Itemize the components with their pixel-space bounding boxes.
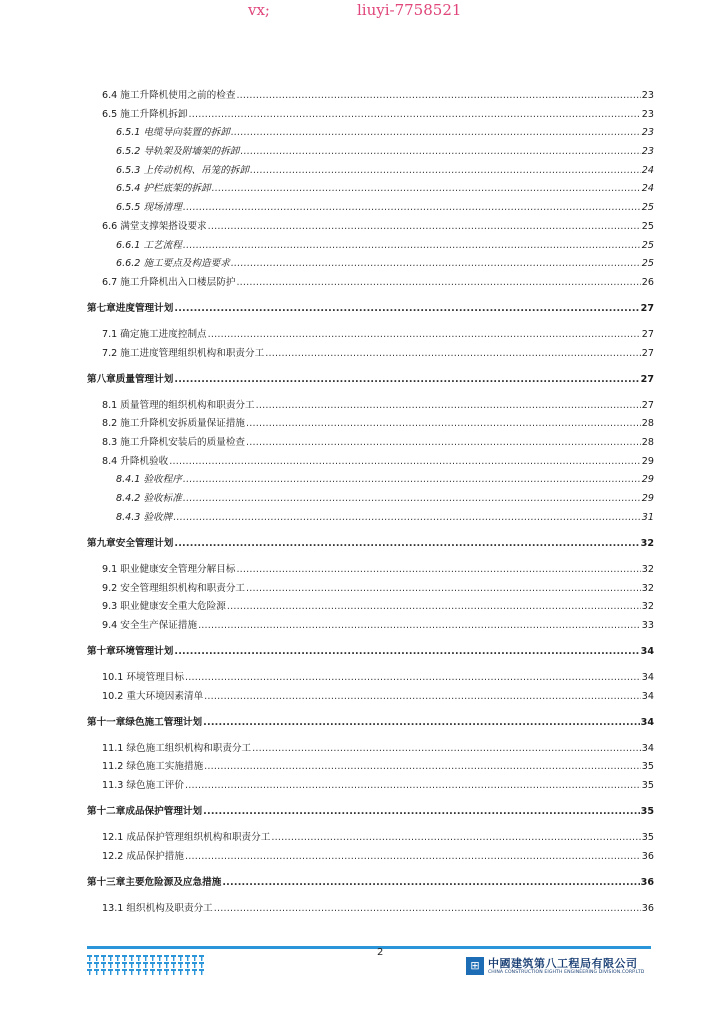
toc-page-number: 29 (641, 493, 654, 504)
toc-entry-title: 第十一章绿色施工管理计划 (87, 717, 203, 728)
toc-entry[interactable] (102, 582, 654, 596)
toc-dot-leader (231, 126, 641, 140)
toc-page-number: 28 (641, 418, 654, 429)
toc-page-number: 34 (641, 691, 654, 702)
toc-entry[interactable] (102, 399, 654, 413)
toc-dot-leader (240, 145, 640, 159)
toc-chapter-entry[interactable] (87, 805, 654, 819)
toc-dot-leader (246, 417, 641, 431)
toc-entry[interactable] (102, 760, 654, 774)
toc-page-number: 29 (641, 456, 654, 467)
toc-entry[interactable] (102, 347, 654, 361)
toc-dot-leader (246, 582, 641, 596)
toc-entry-title: 6.5.1 电缆导向装置的拆卸 (116, 127, 230, 138)
toc-page-number: 23 (641, 127, 654, 138)
toc-page-number: 23 (641, 109, 654, 120)
toc-entry[interactable] (102, 831, 654, 845)
toc-entry[interactable] (102, 779, 654, 793)
toc-dot-leader (204, 690, 641, 704)
toc-page-number: 29 (641, 474, 654, 485)
toc-chapter-entry[interactable] (87, 373, 654, 387)
toc-entry[interactable] (116, 145, 654, 159)
toc-entry[interactable] (116, 201, 654, 215)
toc-chapter-entry[interactable] (87, 876, 654, 890)
toc-page-number: 25 (641, 240, 654, 251)
toc-page-number: 34 (641, 743, 654, 754)
company-name-cn: 中國建筑第八工程局有限公司 (488, 957, 638, 970)
toc-entry-title: 第九章安全管理计划 (87, 538, 174, 549)
toc-dot-leader (203, 805, 640, 819)
toc-dot-leader (236, 563, 640, 577)
toc-dot-leader (198, 619, 641, 633)
toc-entry-title: 9.2 安全管理组织机构和职责分工 (102, 583, 246, 594)
toc-entry-title: 13.1 组织机构及职责分工 (102, 903, 213, 914)
toc-entry[interactable] (102, 328, 654, 342)
toc-entry-title: 6.7 施工升降机出入口楼层防护 (102, 277, 236, 288)
toc-dot-leader (174, 302, 639, 316)
toc-dot-leader (183, 492, 641, 506)
toc-page-number: 35 (640, 806, 654, 817)
toc-entry-title: 10.1 环境管理目标 (102, 672, 184, 683)
toc-entry-title: 8.4.3 验收牌 (116, 512, 173, 523)
toc-entry-title: 9.3 职业健康安全重大危险源 (102, 601, 226, 612)
toc-entry-title: 第八章质量管理计划 (87, 374, 174, 385)
toc-dot-leader (222, 876, 639, 890)
toc-dot-leader (174, 645, 639, 659)
toc-entry-title: 8.4.1 验收程序 (116, 474, 182, 485)
toc-dot-leader (183, 201, 641, 215)
toc-dot-leader (252, 742, 641, 756)
toc-entry[interactable] (102, 619, 654, 633)
toc-entry[interactable] (102, 436, 654, 450)
toc-entry-title: 6.5.2 导轨架及附墙架的拆卸 (116, 146, 240, 157)
toc-dot-leader (174, 537, 639, 551)
toc-page-number: 32 (641, 601, 654, 612)
toc-entry[interactable] (116, 239, 654, 253)
watermark-left-text: vx; (248, 1, 270, 19)
toc-entry-title: 8.1 质量管理的组织机构和职责分工 (102, 400, 255, 411)
toc-entry[interactable] (102, 220, 654, 234)
toc-entry-title: 6.5.4 护栏底架的拆卸 (116, 183, 211, 194)
footer-decorative-pattern (87, 955, 205, 977)
toc-entry-title: 10.2 重大环境因素清单 (102, 691, 204, 702)
toc-entry[interactable] (102, 89, 654, 103)
toc-page-number: 25 (641, 202, 654, 213)
toc-entry-title: 8.2 施工升降机安拆质量保证措施 (102, 418, 246, 429)
toc-dot-leader (250, 164, 641, 178)
toc-entry-title: 6.6 满堂支撑架搭设要求 (102, 221, 207, 232)
toc-dot-leader (174, 373, 639, 387)
toc-dot-leader (208, 328, 641, 342)
toc-dot-leader (271, 831, 640, 845)
toc-dot-leader (214, 902, 641, 916)
toc-entry[interactable] (102, 276, 654, 290)
toc-page-number: 27 (641, 400, 654, 411)
toc-entry-title: 11.1 绿色施工组织机构和职责分工 (102, 743, 252, 754)
toc-page-number: 26 (641, 277, 654, 288)
toc-page-number: 23 (641, 90, 654, 101)
toc-entry-title: 6.5 施工升降机拆卸 (102, 109, 188, 120)
toc-dot-leader (185, 779, 641, 793)
page-number: 2 (377, 947, 384, 958)
toc-entry-title: 第七章进度管理计划 (87, 303, 174, 314)
toc-chapter-entry[interactable] (87, 645, 654, 659)
toc-entry-title: 12.1 成品保护管理组织机构和职责分工 (102, 832, 271, 843)
toc-page-number: 34 (640, 717, 654, 728)
toc-dot-leader (185, 850, 641, 864)
toc-page-number: 32 (641, 583, 654, 594)
toc-entry-title: 8.4 升降机验收 (102, 456, 169, 467)
toc-entry-title: 7.2 施工进度管理组织机构和职责分工 (102, 348, 265, 359)
toc-dot-leader (246, 436, 641, 450)
toc-dot-leader (183, 473, 641, 487)
toc-page-number: 31 (641, 512, 654, 523)
toc-page-number: 36 (641, 903, 654, 914)
toc-entry[interactable] (116, 182, 654, 196)
toc-page-number: 25 (641, 258, 654, 269)
toc-entry[interactable] (116, 492, 654, 506)
watermark (0, 0, 724, 22)
toc-entry-title: 12.2 成品保护措施 (102, 851, 184, 862)
toc-page-number: 35 (641, 761, 654, 772)
toc-page-number: 32 (640, 538, 654, 549)
toc-dot-leader (173, 511, 641, 525)
toc-entry-title: 8.4.2 验收标准 (116, 493, 182, 504)
toc-page-number: 34 (641, 672, 654, 683)
toc-page-number: 35 (641, 780, 654, 791)
toc-page-number: 35 (641, 832, 654, 843)
toc-entry-title: 8.3 施工升降机安装后的质量检查 (102, 437, 246, 448)
toc-entry[interactable] (102, 417, 654, 431)
toc-page-number: 24 (641, 165, 654, 176)
toc-dot-leader (204, 760, 641, 774)
toc-entry-title: 7.1 确定施工进度控制点 (102, 329, 207, 340)
company-name-en: CHINA CONSTRUCTION EIGHTH ENGINEERING DIVISION.CORP.LTD (488, 970, 645, 975)
toc-entry[interactable] (116, 257, 654, 271)
footer-divider (87, 946, 651, 949)
toc-page-number: 36 (640, 877, 654, 888)
toc-dot-leader (236, 89, 640, 103)
toc-entry[interactable] (102, 600, 654, 614)
toc-entry[interactable] (102, 455, 654, 469)
toc-page-number: 28 (641, 437, 654, 448)
toc-entry[interactable] (116, 126, 654, 140)
toc-dot-leader (212, 182, 641, 196)
toc-entry[interactable] (102, 563, 654, 577)
watermark-right-text: liuyi-7758521 (357, 1, 462, 19)
toc-entry[interactable] (102, 902, 654, 916)
toc-dot-leader (236, 276, 640, 290)
toc-chapter-entry[interactable] (87, 302, 654, 316)
toc-entry[interactable] (102, 850, 654, 864)
toc-entry-title: 6.5.5 现场清理 (116, 202, 182, 213)
toc-dot-leader (231, 257, 641, 271)
toc-page-number: 27 (641, 329, 654, 340)
toc-page-number: 36 (641, 851, 654, 862)
toc-dot-leader (188, 108, 640, 122)
toc-entry-title: 9.4 安全生产保证措施 (102, 620, 198, 631)
company-logo-icon: ⊞ (466, 957, 484, 975)
toc-entry[interactable] (116, 511, 654, 525)
toc-page-number: 24 (641, 183, 654, 194)
toc-entry-title: 6.6.2 施工要点及构造要求 (116, 258, 230, 269)
toc-page-number: 27 (641, 348, 654, 359)
toc-entry-title: 第十三章主要危险源及应急措施 (87, 877, 222, 888)
toc-dot-leader (227, 600, 641, 614)
toc-entry-title: 第十章环境管理计划 (87, 646, 174, 657)
toc-entry-title: 11.2 绿色施工实施措施 (102, 761, 204, 772)
toc-page-number: 33 (641, 620, 654, 631)
toc-entry-title: 6.4 施工升降机使用之前的检查 (102, 90, 236, 101)
toc-entry[interactable] (102, 742, 654, 756)
toc-dot-leader (203, 716, 640, 730)
toc-dot-leader (265, 347, 641, 361)
toc-entry[interactable] (102, 108, 654, 122)
toc-dot-leader (256, 399, 641, 413)
toc-page-number: 27 (640, 374, 654, 385)
toc-entry[interactable] (102, 690, 654, 704)
toc-page-number: 23 (641, 146, 654, 157)
toc-dot-leader (208, 220, 641, 234)
toc-entry-title: 第十二章成品保护管理计划 (87, 806, 203, 817)
toc-chapter-entry[interactable] (87, 716, 654, 730)
toc-dot-leader (185, 671, 641, 685)
toc-page-number: 27 (640, 303, 654, 314)
toc-dot-leader (183, 239, 641, 253)
toc-chapter-entry[interactable] (87, 537, 654, 551)
toc-entry-title: 6.6.1 工艺流程 (116, 240, 182, 251)
toc-page-number: 34 (640, 646, 654, 657)
toc-entry[interactable] (116, 473, 654, 487)
toc-entry[interactable] (116, 164, 654, 178)
toc-page-number: 25 (641, 221, 654, 232)
toc-entry-title: 11.3 绿色施工评价 (102, 780, 184, 791)
toc-dot-leader (169, 455, 641, 469)
toc-entry[interactable] (102, 671, 654, 685)
toc-entry-title: 6.5.3 上传动机构、吊笼的拆卸 (116, 165, 249, 176)
toc-page-number: 32 (641, 564, 654, 575)
toc-entry-title: 9.1 职业健康安全管理分解目标 (102, 564, 236, 575)
